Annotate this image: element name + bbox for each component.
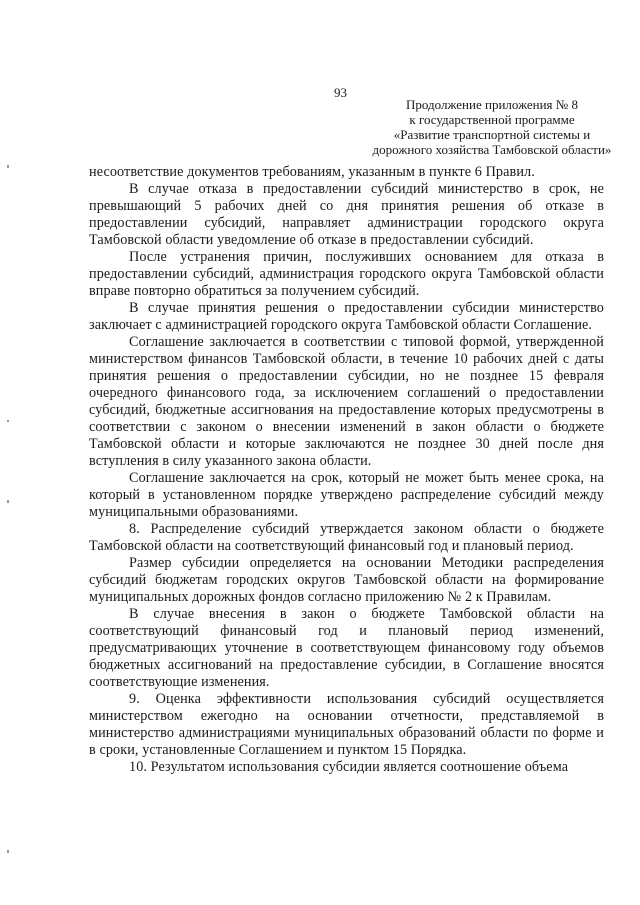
paragraph: 9. Оценка эффективности использования субсидий осуществляется министерством ежегодно на основании отчетности, представляемой в министерство администрациями муниципальных образований области по форме и в сроки, установленные Соглашением и пунктом 15 Порядка.: [89, 691, 604, 758]
scan-artifact: [7, 165, 9, 168]
paragraph: В случае внесения в закон о бюджете Тамбовской области на соответствующий финансовый год и плановый период изменений, предусматривающих уточнение в соответствующем финансовому году объемов бюджетных ассигнований на предоставление субсидии, в Соглашение вносятся соответствующие изменения.: [89, 606, 604, 690]
page-number: 93: [334, 85, 347, 100]
paragraph: Размер субсидии определяется на основании Методики распределения субсидий бюджетам городских округов Тамбовской области на формирование муниципальных дорожных фондов согласно приложению № 2 к Правилам.: [89, 555, 604, 605]
paragraph: Соглашение заключается в соответствии с типовой формой, утвержденной министерством финансов Тамбовской области, в течение 10 рабочих дней с даты принятия решения о предоставлении субсидии, но не позднее 15 февраля очередного финансового года, за исключением соглашений о предоставлении субсидий, бюджетные ассигнования на предоставление которых предусмотрены в соответствии с законом о внесении изменений в закон области о бюджете Тамбовской области и которые заключаются не позднее 30 дней после дня вступления в силу указанного закона области.: [89, 334, 604, 469]
appendix-header-line: «Развитие транспортной системы и: [393, 127, 591, 142]
paragraph: несоответствие документов требованиям, указанным в пункте 6 Правил.: [89, 164, 535, 180]
paragraph: 10. Результатом использования субсидии является соотношение объема: [129, 759, 569, 775]
paragraph: 8. Распределение субсидий утверждается законом области о бюджете Тамбовской области на соответствующий финансовый год и плановый период.: [89, 521, 604, 554]
appendix-header-line: Продолжение приложения № 8: [406, 97, 578, 112]
scan-artifact: [7, 500, 9, 503]
appendix-header-line: к государственной программе: [409, 112, 575, 127]
document-body: [89, 164, 604, 776]
paragraph: В случае принятия решения о предоставлении субсидии министерство заключает с администрацией городского округа Тамбовской области Соглашение.: [89, 300, 604, 333]
appendix-header-line: дорожного хозяйства Тамбовской области»: [372, 142, 612, 157]
paragraph: В случае отказа в предоставлении субсидий министерство в срок, не превышающий 5 рабочих дней со дня принятия решения об отказе в предоставлении субсидий, направляет администрации городского округа Тамбовской области уведомление об отказе в предоставлении субсидий.: [89, 181, 604, 248]
paragraph: Соглашение заключается на срок, который не может быть менее срока, на который в установленном порядке утверждено распределение субсидий между муниципальными образованиями.: [89, 470, 604, 520]
appendix-header: [372, 97, 612, 157]
paragraph: После устранения причин, послуживших основанием для отказа в предоставлении субсидий, администрация городского округа Тамбовской области вправе повторно обратиться за получением субсидий.: [89, 249, 604, 299]
scan-artifact: [7, 850, 9, 853]
scan-artifact: [7, 420, 9, 422]
